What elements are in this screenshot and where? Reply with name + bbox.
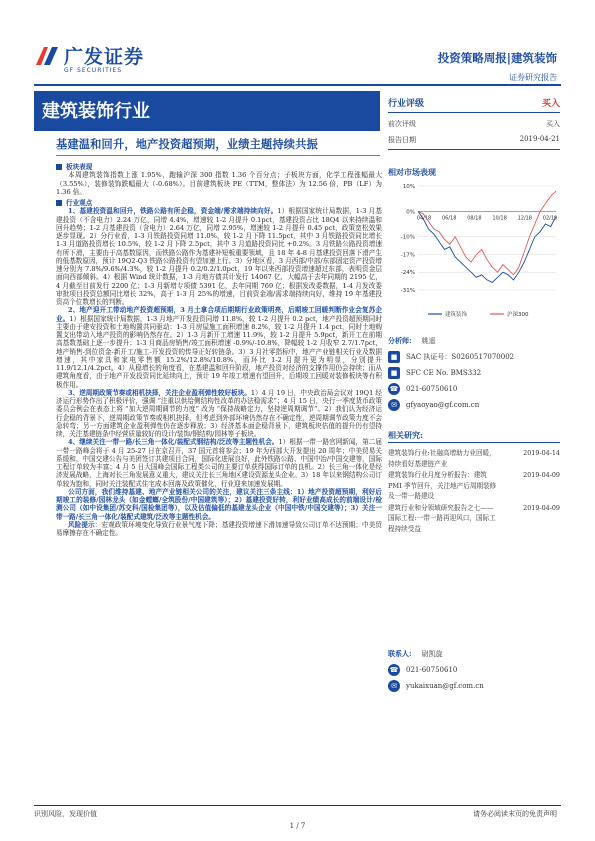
y-tick-label: -31%: [400, 288, 415, 294]
related-research-item[interactable]: [388, 448, 560, 469]
report-kind: 证券研究报告: [509, 73, 557, 82]
related-research-list: [388, 448, 560, 535]
section-heading: 板块表现: [56, 163, 382, 171]
related-research-date: 2019-04-14: [523, 449, 560, 457]
section-heading: 行业观点: [56, 199, 382, 207]
legend-label: 沪深300: [507, 312, 529, 318]
y-tick-label: -24%: [400, 270, 415, 277]
sfc-number: SFC CE No. BMS332: [406, 369, 482, 377]
rating-box: [388, 96, 560, 150]
analyst-phone: 021-60750610: [406, 385, 458, 393]
y-tick-label: -17%: [400, 252, 415, 259]
x-tick-label: 12/18: [517, 215, 533, 222]
x-tick-label: 10/18: [492, 215, 507, 222]
footer-disclaimer: 请务必阅读末页的免责声明: [473, 810, 557, 818]
bullet-square-icon: [56, 164, 62, 170]
sac-number: SAC 执证号：S0260517070002: [406, 353, 515, 361]
y-tick-label: -10%: [400, 234, 415, 241]
x-tick-label: 04/18: [416, 215, 432, 222]
legend-label: 建筑装饰: [445, 312, 468, 318]
page-number: 1 / 7: [289, 822, 306, 830]
subtitle-divider: [56, 155, 380, 156]
footer-divider: [34, 805, 561, 806]
contact-email: yukaixuan@gf.com.cn: [406, 682, 484, 690]
related-research-date: 2019-04-09: [523, 503, 560, 512]
email-icon: ✉: [388, 680, 400, 692]
paragraph: 1、基建投资温和回升，铁路公路有所企稳，资金端/需求端持续向好。1）根据国家统计局数据，1-3 月基建投资（不含电力）2.24 万亿，同增 4.4%，增速较 1-2 月提升 0.1pct，基建投资占比 18Q4 以来持续温和回升趋势；1-2 月基建投资（含电力）2.64 万亿，同增 2.95%，增速较 1-2 月提升 0.45 pct，政策宽松效果逐步显现。2）分行业看，1-3 月铁路投资同增 11.0%，较 1-2 月下降 11.5pct，其中 3 月铁路投资同比增长 1-3 月道路投资增长 10.5%，较 1-2 月下降 2.5pct，其中 3 月道路投资同比 +0.2%。3 月铁路公路投资增速有所下滑，主要由于高基数原因，而铁路公路作为基建补短板重要领域，且 18 年 4-8 月基建投资回落下滑产生的低基数原因，预计 19Q2-Q3 铁路公路投资有望加速上行。3）分地区看，3 月西部/中部/东部固定资产投资增速分别为 7.8%/9.6%/4.3%，较 1-2 月提升 0.2/0.2/1.0pct，19 年以来西部投资增速超过东部，表明资金层面向西部倾斜。4）根据 Wind 统计数据，1-3 月地方债共计发行 14067 亿，大幅高于去年同期的 2195 亿，4 月截至目前发行 2200 亿；1-3 月新增专项债 5391 亿，去年同期 769 亿；根据发改委数据，1-4 月发改委审批项目投资总额同比增长 32%，高于 1-3 月 25%的增速，目前资金端/需求端持续向好，维持 19 年基建投资高个位数增长的判断。: [56, 207, 382, 306]
title-band: [34, 91, 380, 131]
analyst-email: gfyaoyao@gf.com.cn: [406, 401, 480, 409]
report-body: [56, 160, 382, 537]
related-research-title-text: 建筑行业和分领域研究报告之七——国际工程:一带一路再迎风口，国际工程持续受益: [388, 503, 496, 533]
related-research-item[interactable]: [388, 470, 560, 502]
contact-name: 尉凯旋: [421, 650, 443, 658]
id-card-icon: ■: [388, 351, 400, 363]
analyst-info: [388, 333, 560, 413]
rating-label: 行业评级: [388, 99, 425, 109]
related-research-title: 相关研究:: [388, 430, 423, 440]
contact-info: [388, 646, 560, 694]
x-tick-label: 06/18: [441, 215, 457, 222]
contact-label: 联系人:: [388, 649, 412, 658]
paragraph: 2、地产迎开工带动地产投资超预期，3 月土拿合项后期期行业政策明亮，后期竣工回暖判断作业会复苏企业。1）根据国家统计局数据，1-3 月地产开发投资同增 11.8%，较 1-2 月提升 0.2 pct，地产投资超预期同时主要由于建安投资和土地购置共同驱动：1-3 月房屋施工面积增速 8.2%，较 1-2 月提升 1.4 pct，同时土地购置支出带动入地产投资的影响仍然存在。2）1-3 月新开工增速 11.9%，较 1-2 月提升 5.9pct，新开工在前期高基数基础上逐一步提升；1-3 月商品房销售/竣工面积增速 -0.9%/-10.8%，降幅较 1-2 月收窄 2.7/1.7pct，地产销售-到位资金-新开工/施工-开发投资的传导正好转链条。3）3 月社零指标中，地产产业链相关行业及数据增速，其中家具和家电零售额 15.2%/12.8%/10.8%，而环比 1-2 月提升更为明显，分别提升 11.9/12.1/4.2pct。4）从稳增长的角度看，在基建温和回升阶段，地产投资对经济的支撑作用仍会持续；而从建筑角度看，由于地产开发投资同比延续向上，预计 19 年竣工增速有望回升，后期竣工回暖对装修板块等有积极作用。: [56, 306, 382, 389]
contact-phone: 021-60750610: [406, 666, 458, 674]
phone-icon: ☎: [389, 385, 399, 393]
bullet-square-icon: [56, 200, 62, 206]
page-title: 建筑装饰行业: [42, 101, 150, 122]
related-research-item[interactable]: [388, 503, 560, 535]
id-card-icon: ■: [388, 367, 400, 379]
logo-text: 广发证券: [64, 46, 145, 68]
related-research-title-text: 建筑装饰行业月度分析报告：建筑 PMI 季节回升，关注地产后周期装修及一带一路建设: [388, 471, 497, 500]
header-divider: [34, 84, 561, 86]
paragraph: 4、继续关注一带一路/长三角一体化/装配式钢结构/泛改等主题性机会。1）根据一带一路官网新闻，第二届一带一路峰会将于 4 月 25-27 日在京召开，37 国元首将参会；19 年为西部大开发提出 20 周年；中美贸易关系缓和，中国交建公告与美团签订共建项目合同，国际化进展良好，此外铁路公路、中国中冶/中国交建等，国际工程订单较为丰富；4 月 5 日大国峰会国际工程类公司的主要订单获得国际订单的良机。2）长三角一体化是经济发展战略，上海对长三角发展意义重大，建议关注长三角地区建设资源龙头企业。3）18 年以来钢结构公司订单较为饱和，同时关注装配式住宅成本回落及政策催化，行业迎来加速发展期。: [56, 438, 383, 488]
analyst-label: 分析师:: [388, 336, 412, 345]
rating-value: 买入: [541, 99, 560, 109]
phone-icon: ☎: [389, 666, 399, 674]
email-icon: ✉: [388, 399, 400, 411]
report-type: 投资策略周报|建筑装饰: [437, 51, 557, 65]
related-research-date: 2019-04-09: [523, 471, 560, 479]
x-tick-label: 02/19: [542, 215, 558, 222]
series-line: [418, 191, 556, 275]
report-date-row: 报告日期 2019-04-21: [388, 135, 560, 144]
logo-mark-icon: [34, 43, 60, 69]
x-tick-label: 08/18: [467, 215, 482, 222]
logo-subtext: GF SECURITIES: [64, 67, 123, 74]
paragraph: 风险提示：宏观政策环境变化导致行业景气度下降；基建投资增速下滑加速导致公司订单不达预期；中美贸易摩擦存在不确定性。: [56, 520, 383, 537]
relative-performance-chart: [388, 178, 560, 328]
prev-rating-row: 前次评级 买入: [388, 120, 560, 128]
y-tick-label: 10%: [402, 184, 415, 190]
y-tick-label: 0%: [406, 209, 415, 216]
related-research-title-text: 建筑装饰行业:社融高增助力业回暖，持续看好基建链产业: [388, 449, 496, 468]
paragraph: 本周建筑装饰指数上涨 1.95%，跑输沪深 300 指数 1.36 个百分点；子板块方面，化学工程涨幅最大（3.55%），装修装饰跌幅最大（-0.68%）。目前建筑板块 PE（TTM，整体法）为 12.56 倍，PB（LF）为 1.36 倍。: [56, 171, 382, 196]
footer-slogan: 识别风险，发现价值: [34, 810, 97, 818]
rating-row: [388, 96, 560, 113]
report-subtitle: 基建温和回升，地产投资超预期，业绩主题持续共振: [56, 137, 318, 151]
paragraph: 公司方面，我们维持基建、地产产业链相关公司的关注，建议关注三条主线：1）地产投资超预期，利好后期竣工的装修/园林龙头（如金螳螂/全筑股份/中国建筑等）；2）基建投资好转，利好业绩高成长的前端设计/检测公司（如中设集团/苏交科/国检集团等），以及估值偏低的基建龙头企业（中国中铁/中国交建等）；3）关注一带一路/长三角一体化/装配式建筑/泛改等主题性机会。: [56, 487, 382, 521]
header-right: [438, 50, 557, 83]
paragraph: 3、逆周期政策节奏或相机抉择，关注企业盈利弹性较好板块。1）4 月 19 日，中央政治局会议对 19Q1 经济运行形势作出了积极评价，强调 “注重以供给侧结构性改革的办法稳需求”；4 月 15 日，央行一季度货币政策委员会例会在表态上将 “加大逆周期调节的力度” 改为 “保持战略定力，坚持逆周期调节”。2）我们认为经济运行企稳的背景下，逆周期政策节奏或相机抉择，但考虑到外部环境仍然存在不确定性，逆周期调节政策力度不会急转弯；另一方面建筑企业盈利弹性仍在逐步释放；3）经济基本面企稳背景下，建筑板块估值的提升仍有望持续，关注基建链条中经营质量较好的设计/装饰/钢结构/园林等子板块。: [56, 388, 382, 438]
company-logo: [34, 40, 164, 80]
chart-title: 相对市场表现: [388, 167, 436, 177]
analyst-name: 姚遥: [421, 337, 436, 345]
